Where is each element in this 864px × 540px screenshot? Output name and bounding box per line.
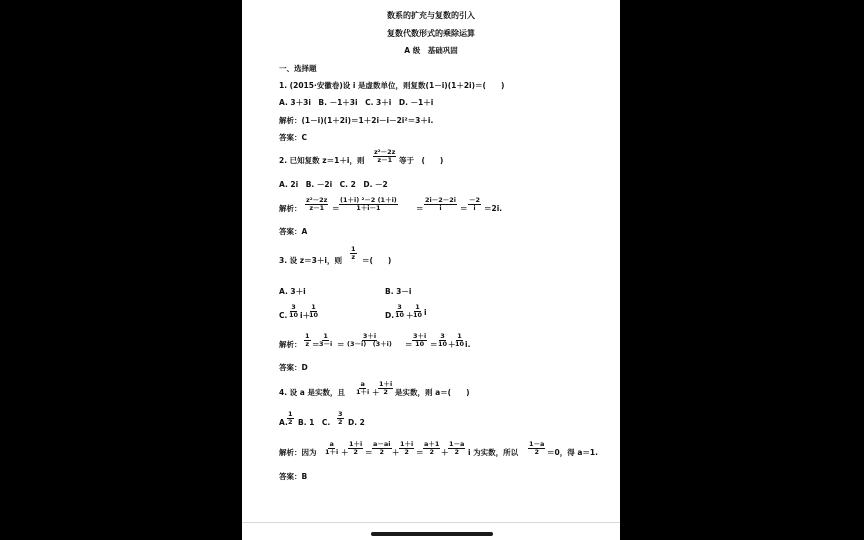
home-indicator[interactable] — [371, 532, 493, 536]
q2-stem-start: 2. 已知复数 z＝1＋i，则 — [279, 156, 365, 165]
q1-stem: 1. (2015·安徽卷)设 i 是虚数单位，则复数(1－i)(1＋2i)＝( ) — [279, 81, 505, 90]
q4-option-a-label: A. — [279, 418, 288, 427]
q3-option-d-frac-2: $\frac{1}{10}$ — [413, 303, 423, 319]
q2-sol-eq-3: ＝ — [460, 204, 468, 213]
q4-sol-mid: i 为实数，所以 — [468, 448, 519, 457]
q4-sol-plus-2: ＋ — [392, 448, 400, 457]
q3-sol-frac-1: $\frac{1}{z}$ — [305, 332, 310, 348]
q3-option-c-mid: i＋ — [300, 311, 311, 320]
q4-stem-frac-2: $\frac{1+i}{2}$ — [379, 380, 393, 396]
q3-answer: 答案：D — [279, 363, 308, 372]
q4-stem-start: 4. 设 a 是实数，且 — [279, 388, 345, 397]
q4-solution-start: 解析：因为 — [279, 448, 317, 457]
q4-sol-frac-5: $\frac{a+1}{2}$ — [424, 440, 440, 456]
q1-options: A. 3＋3i B. －1＋3i C. 3＋i D. －1＋i — [279, 98, 434, 107]
q2-sol-frac-3: $\frac{2i-2-2i}{i}$ — [425, 196, 457, 212]
q2-sol-eq-2: ＝ — [416, 204, 424, 213]
q2-sol-frac-2: $\frac{\text{(1＋i) ²－2 (1＋i)}}{1+i-1}$ — [340, 196, 397, 212]
q3-sol-eq-2: ＝ — [337, 340, 345, 349]
q4-sol-frac-3: $\frac{a-ai}{2}$ — [373, 440, 391, 456]
q3-stem-fraction: $\frac{1}{z}$ — [351, 245, 356, 261]
q3-option-c-label: C. — [279, 311, 288, 320]
q3-sol-end: i. — [465, 340, 471, 349]
q2-sol-eq-1: ＝ — [332, 204, 340, 213]
q4-option-d: D. 2 — [348, 418, 365, 427]
q4-sol-frac-2: $\frac{1+i}{2}$ — [349, 440, 363, 456]
q4-sol-end: ＝0，得 a＝1. — [547, 448, 598, 457]
q3-sol-frac-3: $\frac{3+i}{(3-i) (3+i)}$ — [347, 332, 392, 348]
q4-answer: 答案：B — [279, 472, 308, 481]
q3-sol-eq-3: ＝ — [405, 340, 413, 349]
q3-option-b: B. 3－i — [385, 287, 412, 296]
q4-sol-eq: ＝ — [365, 448, 373, 457]
q1-solution: 解析：(1－i)(1＋2i)＝1＋2i－i－2i²＝3＋i. — [279, 116, 434, 125]
q4-stem-frac-1: $\frac{a}{1+i}$ — [356, 380, 370, 396]
q4-sol-plus-3: ＋ — [441, 448, 449, 457]
q2-options: A. 2i B. －2i C. 2 D. －2 — [279, 180, 388, 189]
q4-option-a-frac: $\frac{1}{2}$ — [288, 410, 293, 426]
q3-sol-plus: ＋ — [448, 340, 456, 349]
q2-sol-frac-1: $\frac{\text{z²－2z}}{z-1}$ — [306, 196, 328, 212]
q3-sol-frac-6: $\frac{1}{10}$ — [455, 332, 465, 348]
q3-option-d-label: D. — [385, 311, 395, 320]
q2-answer: 答案：A — [279, 227, 308, 236]
q3-option-c-frac-1: $\frac{3}{10}$ — [289, 303, 299, 319]
q4-sol-plus-1: ＋ — [341, 448, 349, 457]
q2-sol-frac-4: $\frac{-2}{i}$ — [469, 196, 481, 212]
q3-option-a: A. 3＋i — [279, 287, 306, 296]
q2-stem-end: 等于 ( ) — [399, 156, 444, 165]
q4-sol-frac-7: $\frac{1-a}{2}$ — [529, 440, 545, 456]
doc-title: 数系的扩充与复数的引入 — [387, 11, 475, 20]
level-heading: A 级 基础巩固 — [404, 46, 458, 55]
q4-sol-frac-1: $\frac{a}{1+i}$ — [325, 440, 339, 456]
doc-subtitle: 复数代数形式的乘除运算 — [387, 29, 475, 38]
q3-option-d-frac-1: $\frac{3}{10}$ — [395, 303, 405, 319]
q3-stem-end: ＝( ) — [362, 256, 392, 265]
q3-sol-eq-1: ＝ — [312, 340, 320, 349]
q4-sol-frac-6: $\frac{1-a}{2}$ — [449, 440, 465, 456]
q3-solution-label: 解析： — [279, 340, 302, 349]
q4-option-c-frac: $\frac{3}{2}$ — [338, 410, 343, 426]
section-heading: 一、选择题 — [279, 64, 317, 73]
q4-sol-frac-4: $\frac{1+i}{2}$ — [400, 440, 414, 456]
q3-sol-frac-4: $\frac{3+i}{10}$ — [413, 332, 427, 348]
q4-stem-end: 是实数，则 a＝( ) — [395, 388, 470, 397]
q3-sol-frac-2: $\frac{1}{3-i}$ — [319, 332, 333, 348]
q2-sol-end: ＝2i. — [484, 204, 503, 213]
q3-sol-frac-5: $\frac{3}{10}$ — [438, 332, 448, 348]
q2-solution-label: 解析： — [279, 204, 302, 213]
q4-option-b-c: B. 1 C. — [298, 418, 331, 427]
q3-option-d-end: i — [424, 308, 427, 317]
q2-stem-fraction: $\frac{\text{z²－2z}}{z-1}$ — [374, 148, 396, 164]
q3-sol-eq-4: ＝ — [430, 340, 438, 349]
document-page — [242, 0, 620, 540]
q4-sol-eq-2: ＝ — [416, 448, 424, 457]
q3-option-c-frac-2: $\frac{1}{10}$ — [309, 303, 319, 319]
q3-option-d-mid: ＋ — [406, 311, 414, 320]
q1-answer: 答案：C — [279, 133, 308, 142]
q4-stem-plus: ＋ — [372, 388, 380, 397]
q3-stem-start: 3. 设 z＝3＋i，则 — [279, 256, 342, 265]
